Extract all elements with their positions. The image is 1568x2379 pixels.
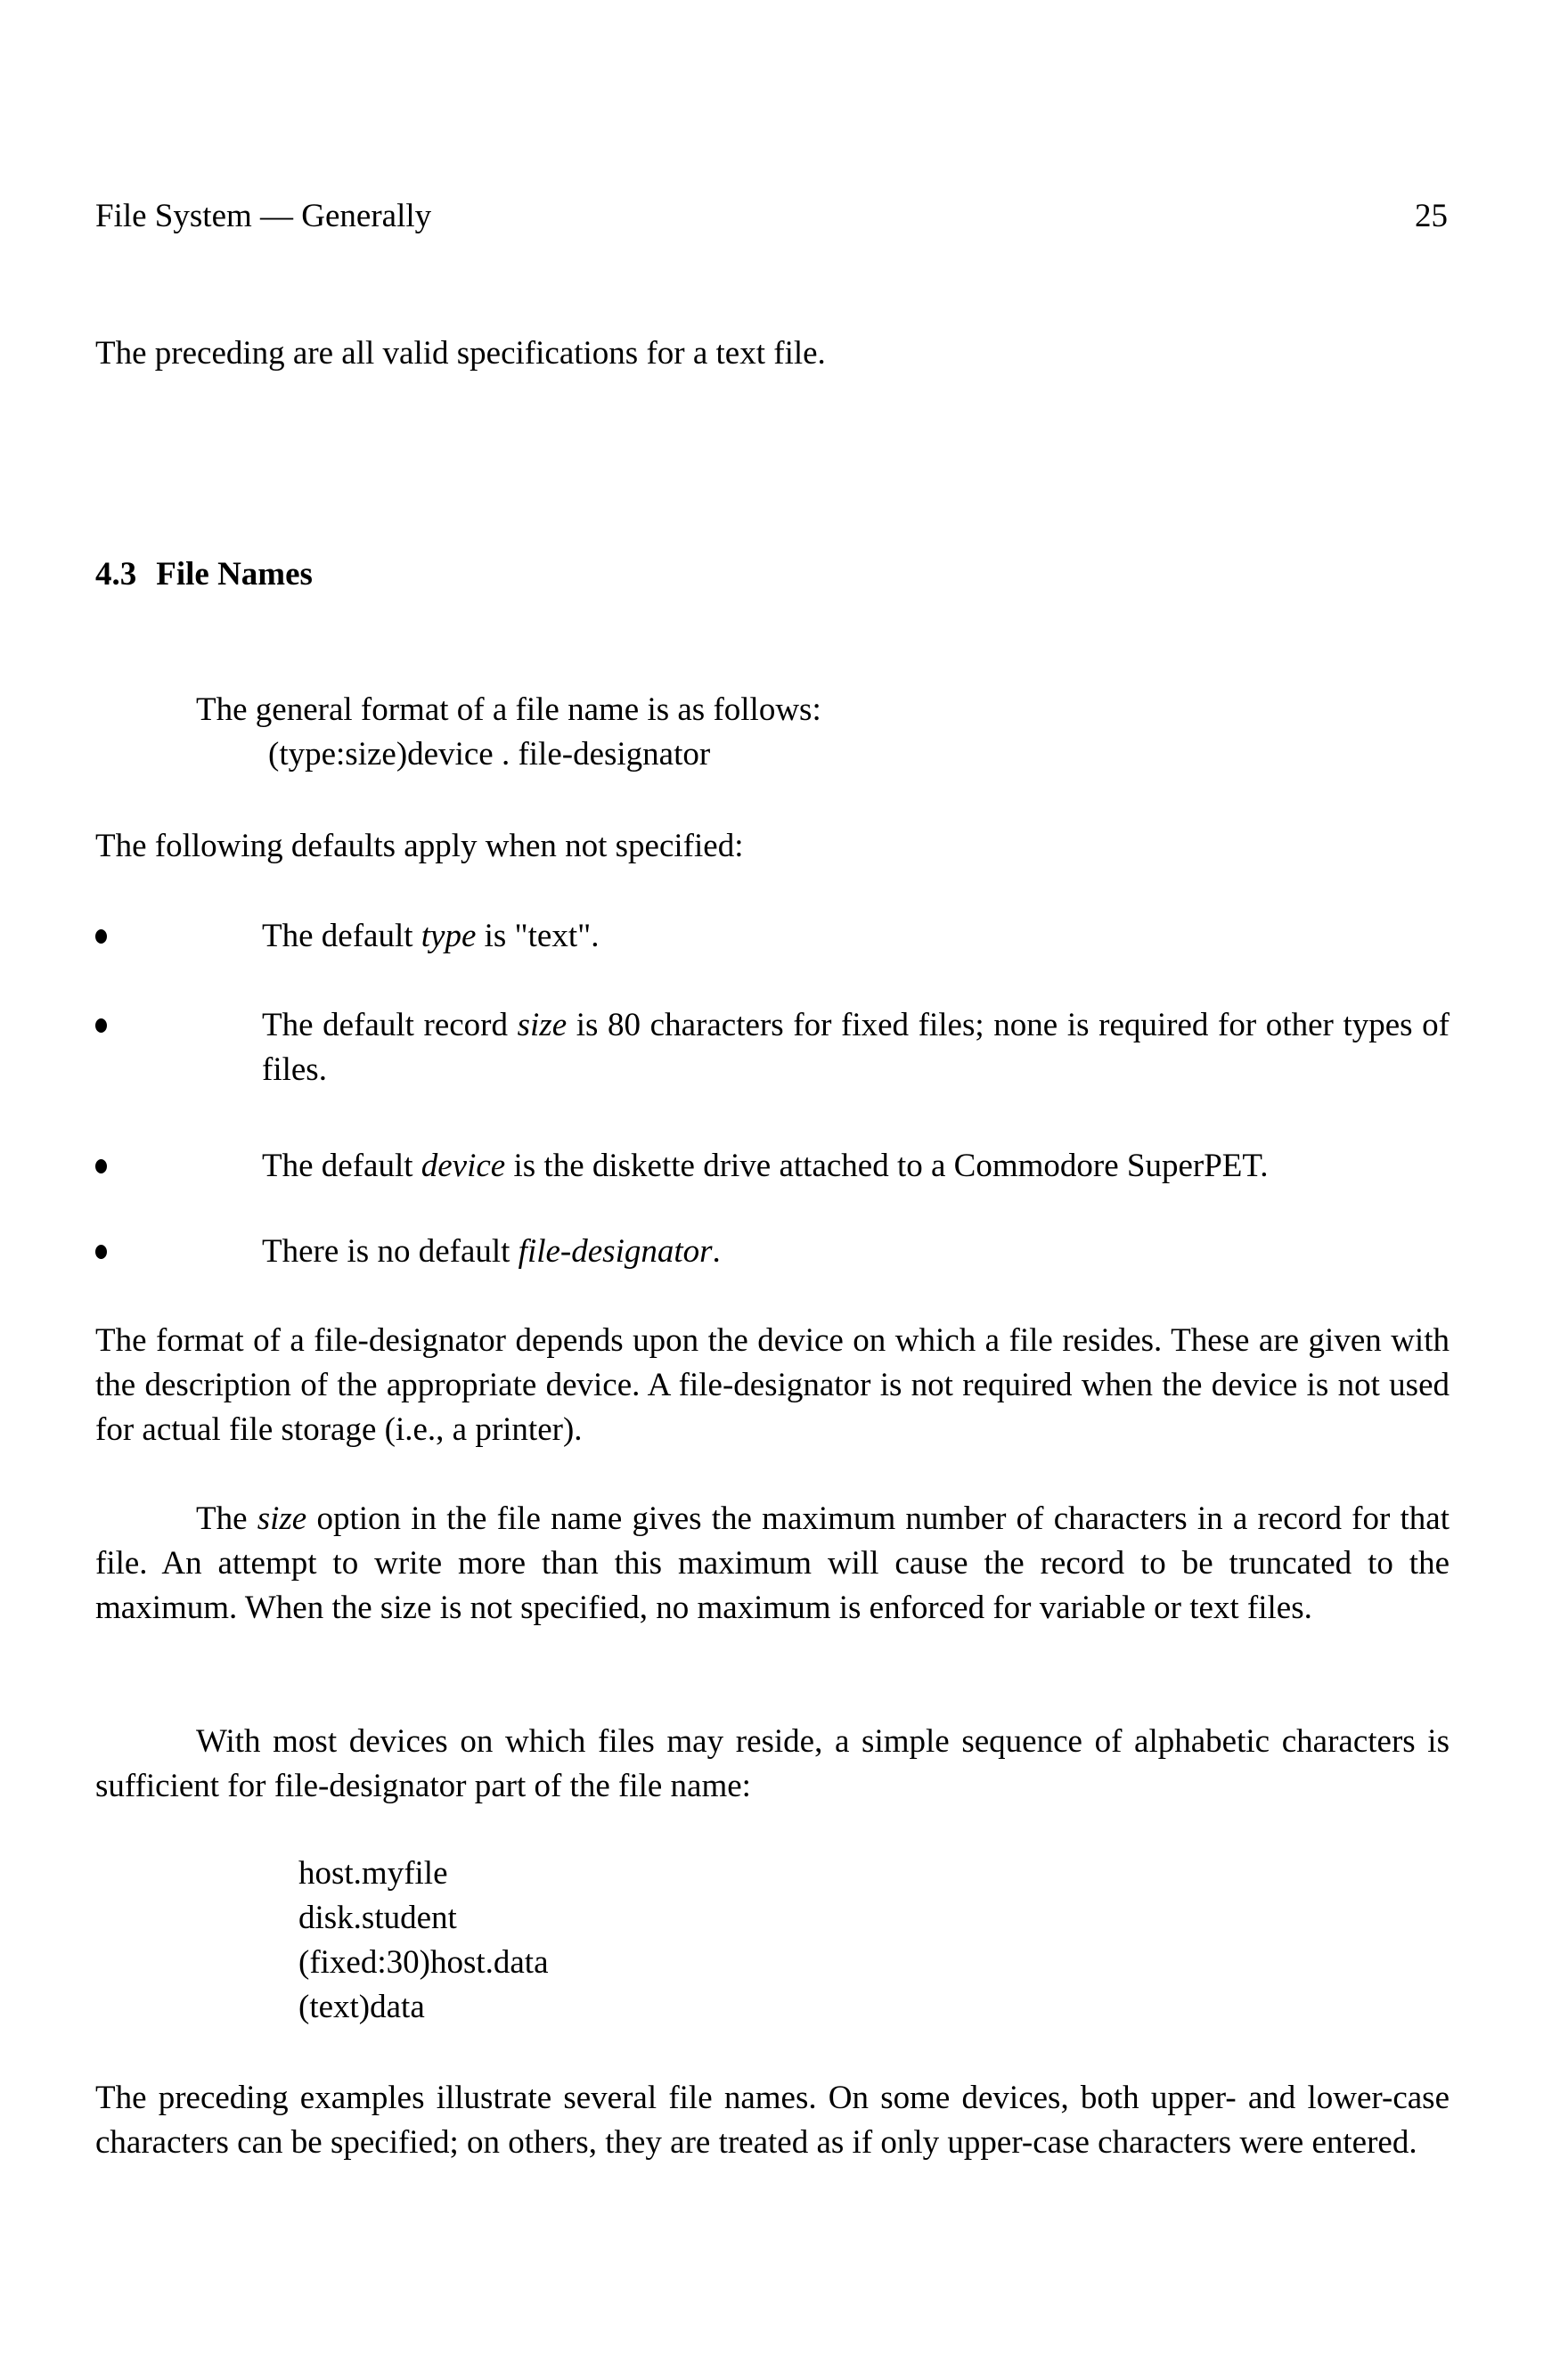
intro-sentence: The preceding are all valid specifications for a text file.	[95, 335, 826, 372]
bullet-icon	[95, 1159, 107, 1173]
section-title: File Names	[156, 556, 313, 593]
paragraph-closing: The preceding examples illustrate several file names. On some devices, both upper- and lower-case characters can be specified; on others, they are treated as if only upper-case characters were entered.	[95, 2080, 1450, 2161]
section-heading	[95, 552, 313, 597]
defaults-intro: The following defaults apply when not specified:	[95, 828, 744, 864]
example-file-name: (fixed:30)host.data	[298, 1944, 549, 1981]
format-syntax: (type:size)device . file-designator	[268, 736, 711, 773]
list-item-text: There is no default file-designator.	[262, 1233, 721, 1270]
paragraph-size-option: The size option in the file name gives the maximum number of characters in a record for that file. An attempt to write more than this maximum will cause the record to be truncated to the maximum. When the size is not specified, no maximum is enforced for variable or text files.	[95, 1500, 1450, 1626]
section-number: 4.3	[95, 556, 137, 593]
bullet-icon	[95, 1245, 107, 1259]
running-header-title: File System — Generally	[95, 198, 432, 234]
page-number: 25	[1415, 198, 1448, 234]
paragraph-simple-sequence: With most devices on which files may reside, a simple sequence of alphabetic characters is sufficient for file-designator part of the file name:	[95, 1723, 1450, 1804]
list-item-text: The default device is the diskette drive attached to a Commodore SuperPET.	[262, 1148, 1269, 1184]
example-file-name: (text)data	[298, 1989, 425, 2025]
paragraph-designator-format: The format of a file-designator depends upon the device on which a file resides. These are given with the description of the appropriate device. A file-designator is not required when the device is not used for actual file storage (i.e., a printer).	[95, 1322, 1450, 1448]
example-file-name: disk.student	[298, 1900, 457, 1936]
bullet-icon	[95, 929, 107, 944]
list-item-text: The default record size is 80 characters for fixed files; none is required for other types of files.	[262, 1007, 1450, 1088]
format-intro: The general format of a file name is as follows:	[196, 691, 821, 728]
example-file-name: host.myfile	[298, 1855, 448, 1892]
bullet-icon	[95, 1018, 107, 1033]
list-item-text: The default type is "text".	[262, 918, 600, 954]
